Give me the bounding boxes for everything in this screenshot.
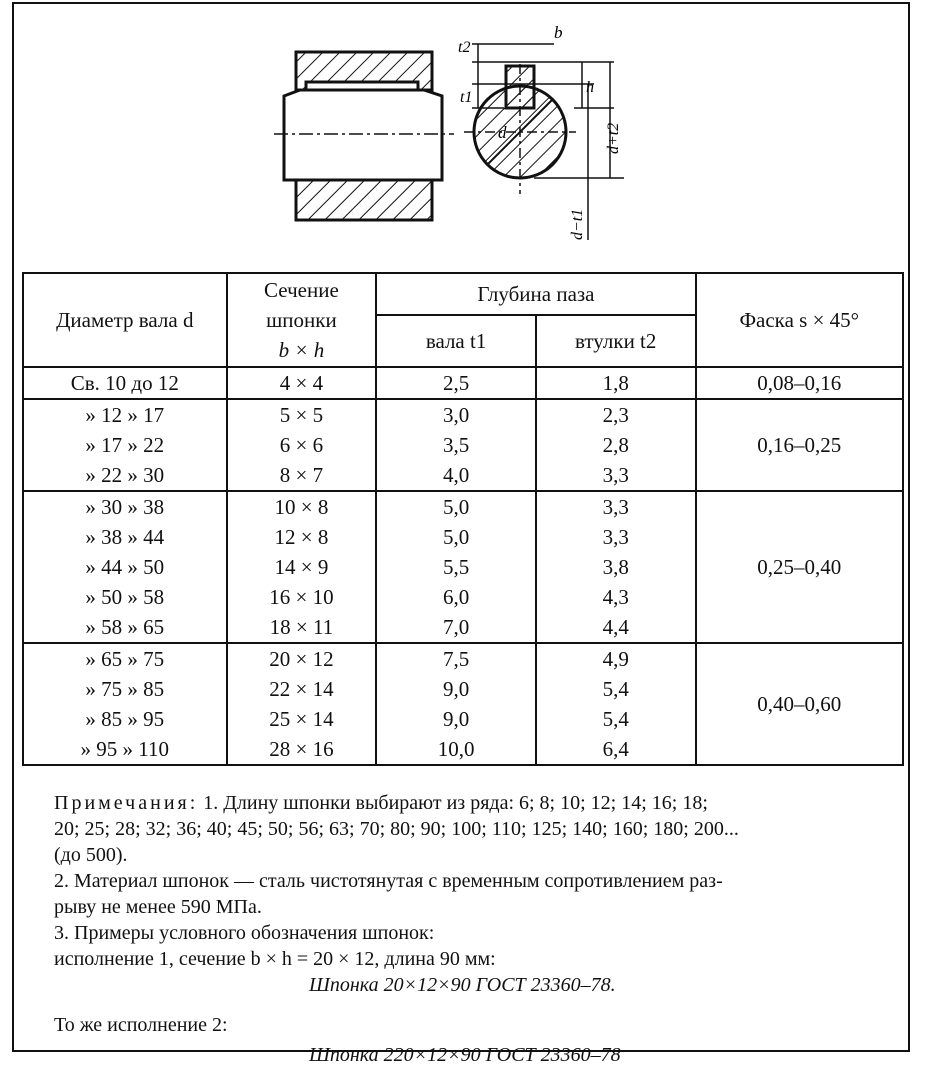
hub-t2-cell-value: 6,4 (602, 737, 629, 761)
table-row (23, 643, 903, 765)
diameter-cell-value: Св. 10 до 12 (70, 371, 179, 395)
note1-line2: 20; 25; 28; 32; 36; 40; 45; 50; 56; 63; 70; 80; 90; 100; 110; 125; 140; 160; 180; 200... (54, 818, 739, 840)
shaft-t1-cell-value: 3,0 (442, 403, 470, 427)
section-cell-value: 20 × 12 (269, 647, 334, 671)
section-cell (227, 399, 377, 491)
chamfer-cell: 0,08–0,16 (696, 367, 903, 399)
note3-line1: 3. Примеры условного обозначения шпонок: (54, 922, 435, 944)
section-cell-value: 14 × 9 (274, 555, 329, 579)
hub-t2-cell (536, 643, 696, 765)
hub-t2-cell-value: 2,3 (602, 403, 629, 427)
diameter-cell (23, 643, 227, 765)
designation-1: Шпонка 20×12×90 ГОСТ 23360–78. (309, 974, 616, 996)
table-row (23, 399, 903, 491)
label-h: h (586, 79, 594, 96)
shaft-t1-cell-value: 2,5 (442, 371, 470, 395)
hub-t2-cell (536, 491, 696, 643)
label-t2: t2 (458, 39, 471, 56)
shaft-t1-cell (376, 367, 536, 399)
section-cell (227, 643, 377, 765)
key-dimensions-table (22, 272, 904, 766)
shaft-t1-cell (376, 399, 536, 491)
shaft-t1-cell-value: 7,5 (442, 647, 470, 671)
section-cell-value: 22 × 14 (269, 677, 334, 701)
col-shaft-t1-header: вала t1 (376, 315, 536, 367)
section-cell-value: 16 × 10 (269, 585, 334, 609)
notes-heading: Примечания: (54, 792, 199, 814)
diameter-cell-value: » 17 » 22 (85, 433, 165, 457)
section-cell-value: 4 × 4 (279, 371, 324, 395)
shaft-side (284, 90, 442, 180)
diameter-cell-value: » 65 » 75 (85, 647, 165, 671)
shaft-t1-cell-value: 5,0 (442, 525, 470, 549)
col-section-header: Сечение шпонки b × h (227, 273, 377, 367)
diameter-cell-value: » 44 » 50 (85, 555, 165, 579)
label-d-plus-t2: d+t2 (605, 122, 622, 154)
col-chamfer-header: Фаска s × 45° (696, 273, 903, 367)
shaft-t1-cell-value: 9,0 (442, 677, 470, 701)
diameter-cell (23, 491, 227, 643)
hub-t2-cell (536, 367, 696, 399)
shaft-t1-cell (376, 643, 536, 765)
table-row (23, 367, 903, 399)
chamfer-cell: 0,40–0,60 (696, 643, 903, 765)
notes-block (54, 790, 904, 1068)
section-cell (227, 491, 377, 643)
diameter-cell-value: » 30 » 38 (85, 495, 165, 519)
shaft-t1-cell-value: 4,0 (442, 463, 470, 487)
document-frame (12, 2, 910, 1066)
label-t1: t1 (460, 89, 473, 106)
table-body (23, 367, 903, 765)
col-hub-t2-header: втулки t2 (536, 315, 696, 367)
shaft-t1-cell-value: 7,0 (442, 615, 470, 639)
hub-t2-cell-value: 3,3 (602, 463, 629, 487)
hub-t2-cell-value: 3,8 (602, 555, 629, 579)
label-d-minus-t1: d−t1 (569, 208, 586, 240)
section-cell-value: 28 × 16 (269, 737, 334, 761)
hub-t2-cell-value: 3,3 (602, 495, 629, 519)
hub-t2-cell-value: 5,4 (602, 707, 629, 731)
diameter-cell-value: » 50 » 58 (85, 585, 165, 609)
hub-t2-cell-value: 5,4 (602, 677, 629, 701)
section-cell-value: 18 × 11 (269, 615, 334, 639)
chamfer-cell: 0,25–0,40 (696, 491, 903, 643)
chamfer-cell: 0,16–0,25 (696, 399, 903, 491)
hub-t2-cell-value: 4,3 (602, 585, 629, 609)
diameter-cell (23, 399, 227, 491)
diameter-cell-value: » 95 » 110 (80, 737, 170, 761)
col-diameter-header: Диаметр вала d (23, 273, 227, 367)
label-b: b (554, 23, 563, 42)
section-cell-value: 10 × 8 (274, 495, 329, 519)
section-cell-value: 8 × 7 (279, 463, 324, 487)
shaft-t1-cell-value: 10,0 (437, 737, 475, 761)
hub-t2-cell-value: 2,8 (602, 433, 629, 457)
shaft-t1-cell-value: 9,0 (442, 707, 470, 731)
section-cell-value: 5 × 5 (279, 403, 324, 427)
shaft-t1-cell-value: 5,0 (442, 495, 470, 519)
col-depth-header: Глубина паза (376, 273, 695, 315)
note4: То же исполнение 2: (54, 1014, 228, 1036)
shaft-t1-cell-value: 6,0 (442, 585, 470, 609)
shaft-t1-cell-value: 5,5 (442, 555, 470, 579)
hub-t2-cell-value: 3,3 (602, 525, 629, 549)
hub-t2-cell-value: 4,9 (602, 647, 629, 671)
note2-line2: рыву не менее 590 МПа. (54, 896, 262, 918)
note2-line1: 2. Материал шпонок — сталь чистотянутая с временным сопротивлением раз- (54, 870, 723, 892)
shaft-t1-cell-value: 3,5 (442, 433, 470, 457)
section-cell-value: 25 × 14 (269, 707, 334, 731)
note1-line1: 1. Длину шпонки выбирают из ряда: 6; 8; 10; 12; 14; 16; 18; (203, 792, 708, 814)
header-row-1 (23, 273, 903, 315)
diameter-cell-value: » 58 » 65 (85, 615, 165, 639)
hub-bottom-section (296, 180, 432, 220)
diameter-cell-value: » 75 » 85 (85, 677, 165, 701)
diameter-cell-value: » 38 » 44 (85, 525, 165, 549)
keyway-drawing (14, 4, 908, 276)
diameter-cell-value: » 22 » 30 (85, 463, 165, 487)
section-cell-value: 6 × 6 (279, 433, 324, 457)
diameter-cell (23, 367, 227, 399)
diameter-cell-value: » 12 » 17 (85, 403, 165, 427)
hub-t2-cell-value: 1,8 (602, 371, 629, 395)
designation-2: Шпонка 220×12×90 ГОСТ 23360–78 (309, 1044, 621, 1066)
note1-line3: (до 500). (54, 844, 128, 866)
hub-t2-cell-value: 4,4 (602, 615, 629, 639)
diameter-cell-value: » 85 » 95 (85, 707, 165, 731)
shaft-t1-cell (376, 491, 536, 643)
section-cell (227, 367, 377, 399)
section-cell-value: 12 × 8 (274, 525, 329, 549)
label-d: d (498, 123, 507, 142)
hub-t2-cell (536, 399, 696, 491)
note3-line2: исполнение 1, сечение b × h = 20 × 12, длина 90 мм: (54, 948, 496, 970)
table-row (23, 491, 903, 643)
